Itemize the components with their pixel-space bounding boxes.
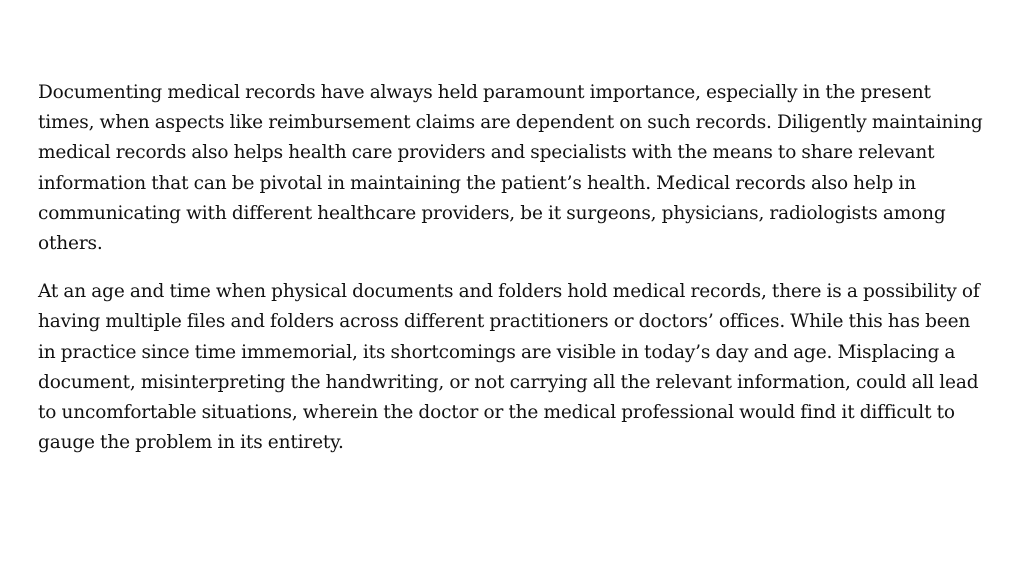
paragraph-medical-records-importance: Documenting medical records have always held paramount importance, especially in the present times, when aspects like reimbursement claims are dependent on such records. Diligently maintaining medical records also helps health care providers and specialists with the means to share relevant information that can be pivotal in maintaining the patient’s health. Medical records also help in communicating with different healthcare providers, be it surgeons, physicians, radiologists among others. — [38, 82, 983, 255]
paragraph-physical-documents-shortcomings: At an age and time when physical documents and folders hold medical records, there is a possibility of having multiple files and folders across different practitioners or doctors’ offices. While this has been in practice since time immemorial, its shortcomings are visible in today’s day and age. Misplacing a document, misinterpreting the handwriting, or not carrying all the relevant information, could all lead to uncomfortable situations, wherein the doctor or the medical professional would find it difficult to gauge the problem in its entirety. — [38, 281, 980, 454]
document-body — [38, 78, 988, 458]
